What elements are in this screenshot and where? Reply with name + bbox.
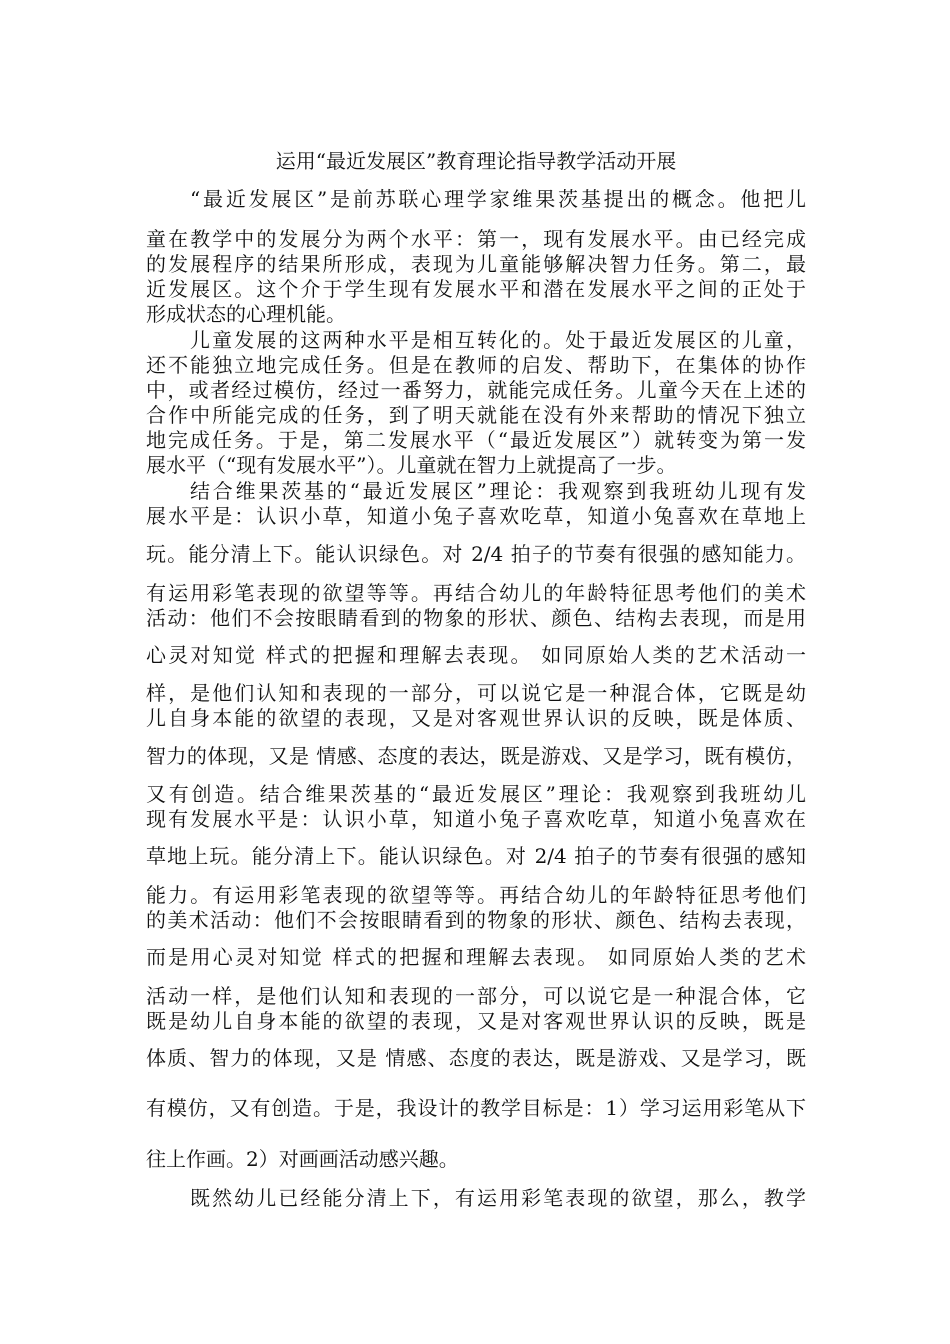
paragraph-line: 还不能独立地完成任务。但是在教师的启发、帮助下，在集体的协作 xyxy=(146,353,806,377)
paragraph-line: 既是幼儿自身本能的欲望的表现，又是对客观世界认识的反映，既是 xyxy=(146,1009,806,1033)
paragraph-line: 既然幼儿已经能分清上下，有运用彩笔表现的欲望，那么，教学 xyxy=(190,1186,806,1210)
paragraph-line: 又有创造。结合维果茨基的“最近发展区”理论：我观察到我班幼儿 xyxy=(146,782,806,806)
paragraph-line: 展水平（“现有发展水平”）。儿童就在智力上就提高了一步。 xyxy=(146,453,677,477)
paragraph-line: 草地上玩。能分清上下。能认识绿色。对 2/4 拍子的节奏有很强的感知 xyxy=(146,844,806,868)
paragraph-line: 地完成任务。于是，第二发展水平（“最近发展区”）就转变为第一发 xyxy=(146,428,806,452)
paragraph-line: 现有发展水平是：认识小草，知道小兔子喜欢吃草，知道小兔喜欢在 xyxy=(146,807,806,831)
paragraph-line: 样，是他们认知和表现的一部分，可以说它是一种混合体，它既是幼 xyxy=(146,681,806,705)
paragraph-line: 活动：他们不会按眼睛看到的物象的形状、颜色、结构去表现，而是用 xyxy=(146,606,806,630)
paragraph-line: 玩。能分清上下。能认识绿色。对 2/4 拍子的节奏有很强的感知能力。 xyxy=(146,542,806,566)
paragraph-line: 往上作画。2）对画画活动感兴趣。 xyxy=(146,1147,459,1171)
paragraph-line: 形成状态的心理机能。 xyxy=(146,302,346,326)
paragraph-line: 的美术活动：他们不会按眼睛看到的物象的形状、颜色、结构去表现， xyxy=(146,908,806,932)
paragraph-line: 近发展区。这个介于学生现有发展水平和潜在发展水平之间的正处于 xyxy=(146,277,806,301)
paragraph-line: 智力的体现，又是 情感、态度的表达，既是游戏、又是学习，既有模仿， xyxy=(146,744,806,768)
paragraph-line: “最近发展区”是前苏联心理学家维果茨基提出的概念。他把儿 xyxy=(190,187,806,211)
paragraph-line: 有运用彩笔表现的欲望等等。再结合幼儿的年龄特征思考他们的美术 xyxy=(146,581,806,605)
paragraph-line: 儿童发展的这两种水平是相互转化的。处于最近发展区的儿童， xyxy=(190,328,806,352)
paragraph-line: 展水平是：认识小草，知道小兔子喜欢吃草，知道小兔喜欢在草地上 xyxy=(146,504,806,528)
paragraph-line: 结合维果茨基的“最近发展区”理论：我观察到我班幼儿现有发 xyxy=(190,479,806,503)
paragraph-line: 儿自身本能的欲望的表现，又是对客观世界认识的反映，既是体质、 xyxy=(146,706,806,730)
paragraph-line: 活动一样，是他们认知和表现的一部分，可以说它是一种混合体，它 xyxy=(146,984,806,1008)
paragraph-line: 心灵对知觉 样式的把握和理解去表现。 如同原始人类的艺术活动一 xyxy=(146,643,806,667)
paragraph-line: 有模仿，又有创造。于是，我设计的教学目标是：1）学习运用彩笔从下 xyxy=(146,1096,806,1120)
paragraph-line: 而是用心灵对知觉 样式的把握和理解去表现。 如同原始人类的艺术 xyxy=(146,945,806,969)
paragraph-line: 中，或者经过模仿，经过一番努力，就能完成任务。儿童今天在上述的 xyxy=(146,378,806,402)
document-title: 运用“最近发展区”教育理论指导教学活动开展 xyxy=(275,149,677,173)
paragraph-line: 的发展程序的结果所形成，表现为儿童能够解决智力任务。第二，最 xyxy=(146,252,806,276)
paragraph-line: 童在教学中的发展分为两个水平：第一，现有发展水平。由已经完成 xyxy=(146,227,806,251)
paragraph-line: 体质、智力的体现，又是 情感、态度的表达，既是游戏、又是学习，既 xyxy=(146,1046,806,1070)
paragraph-line: 合作中所能完成的任务，到了明天就能在没有外来帮助的情况下独立 xyxy=(146,403,806,427)
paragraph-line: 能力。有运用彩笔表现的欲望等等。再结合幼儿的年龄特征思考他们 xyxy=(146,883,806,907)
